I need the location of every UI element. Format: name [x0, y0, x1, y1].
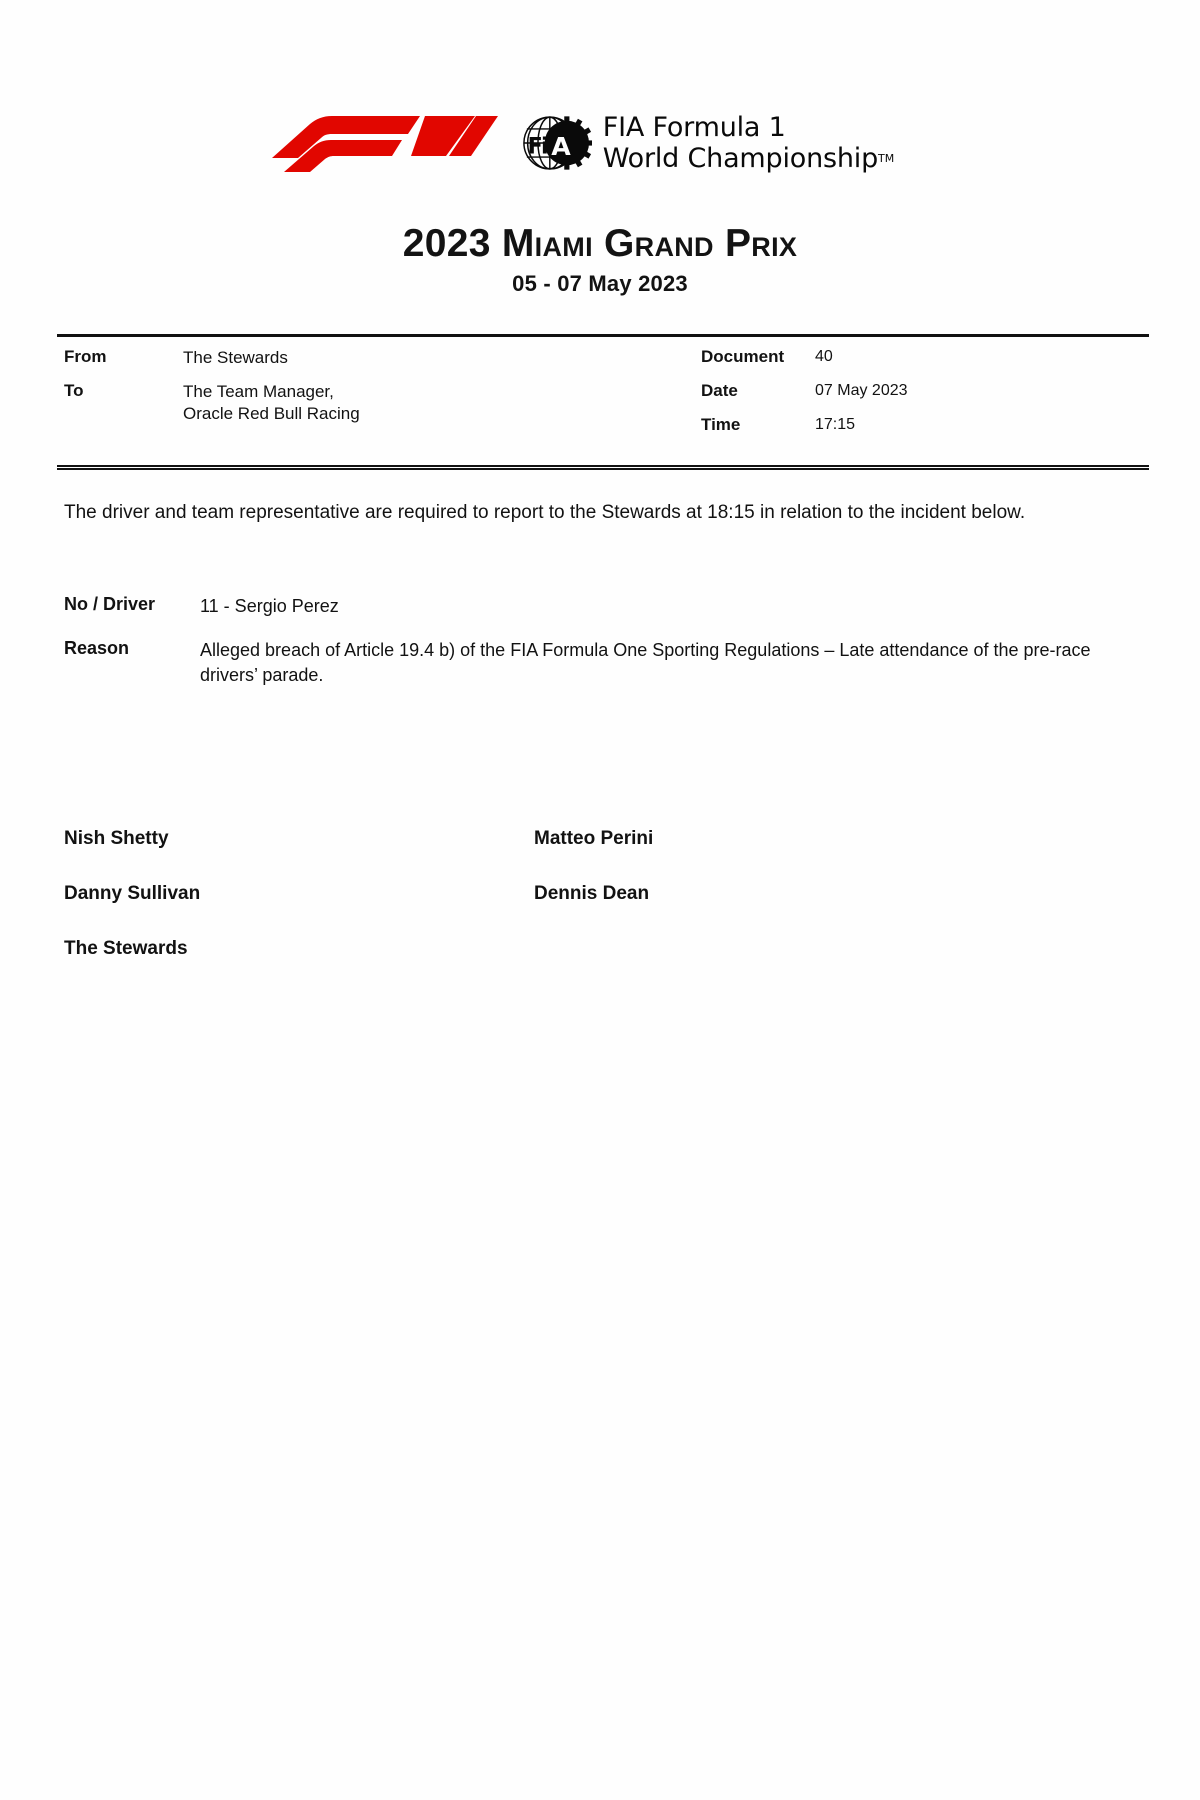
header-rule-bottom: [57, 465, 1149, 470]
to-value-line-1: The Team Manager,: [183, 382, 334, 402]
to-label: To: [64, 381, 84, 401]
svg-text:i: i: [540, 133, 549, 160]
page-title: 2023 Miami Grand Prix: [402, 222, 798, 265]
meta-row-from: [64, 347, 684, 368]
to-value: [183, 381, 360, 424]
fia-logo-group: [518, 106, 894, 180]
from-value: The Stewards: [183, 348, 288, 367]
stewards-group-label: The Stewards: [64, 938, 188, 959]
fia-title-line-2: [603, 145, 894, 172]
signature-row-1: [64, 828, 864, 850]
driver-value: 11 - Sergio Perez: [200, 596, 339, 616]
detail-row-driver: [64, 594, 1129, 618]
reason-value: Alleged breach of Article 19.4 b) of the FIA Formula One Sporting Regulations – Late attendance of the pre-race drivers’ parade.: [200, 640, 1091, 685]
steward-name-3: Danny Sullivan: [64, 883, 201, 904]
meta-row-date: [701, 381, 1121, 401]
f1-logo-icon: [270, 112, 500, 174]
svg-text:F: F: [527, 133, 543, 160]
fia-badge-icon: [518, 106, 592, 180]
time-value: 17:15: [815, 416, 856, 433]
meta-left-column: [64, 347, 684, 440]
signature-block: [64, 828, 864, 960]
header-rule-top: [57, 334, 1149, 337]
meta-block: [64, 347, 1144, 457]
fia-title-line-2-text: World Championship: [602, 143, 879, 174]
time-label: Time: [701, 415, 741, 434]
meta-row-to: [64, 381, 684, 424]
steward-name-4: Dennis Dean: [534, 883, 650, 904]
date-value: 07 May 2023: [815, 382, 908, 399]
meta-row-time: [701, 415, 1121, 435]
detail-row-reason: [64, 638, 1129, 687]
meta-row-document: [701, 347, 1121, 367]
date-label: Date: [701, 381, 738, 400]
steward-name-2: Matteo Perini: [534, 828, 654, 849]
event-dates: 05 - 07 May 2023: [512, 271, 688, 296]
svg-text:A: A: [551, 131, 571, 161]
summons-paragraph: The driver and team representative are required to report to the Stewards at 18:15 in relation to the incident below.: [64, 502, 1026, 523]
driver-label: No / Driver: [64, 594, 156, 614]
trademark-symbol: TM: [878, 152, 895, 165]
header-logos: [0, 106, 1200, 180]
meta-right-column: [701, 347, 1121, 451]
reason-label: Reason: [64, 638, 130, 659]
document-label: Document: [701, 347, 785, 366]
steward-name-1: Nish Shetty: [64, 828, 169, 849]
from-label: From: [64, 347, 107, 366]
fia-title-line-1: FIA Formula 1: [602, 112, 786, 143]
to-value-line-2: Oracle Red Bull Racing: [183, 403, 360, 423]
signature-row-2: [64, 883, 864, 905]
document-value: 40: [815, 348, 833, 365]
incident-details: [64, 594, 1129, 707]
